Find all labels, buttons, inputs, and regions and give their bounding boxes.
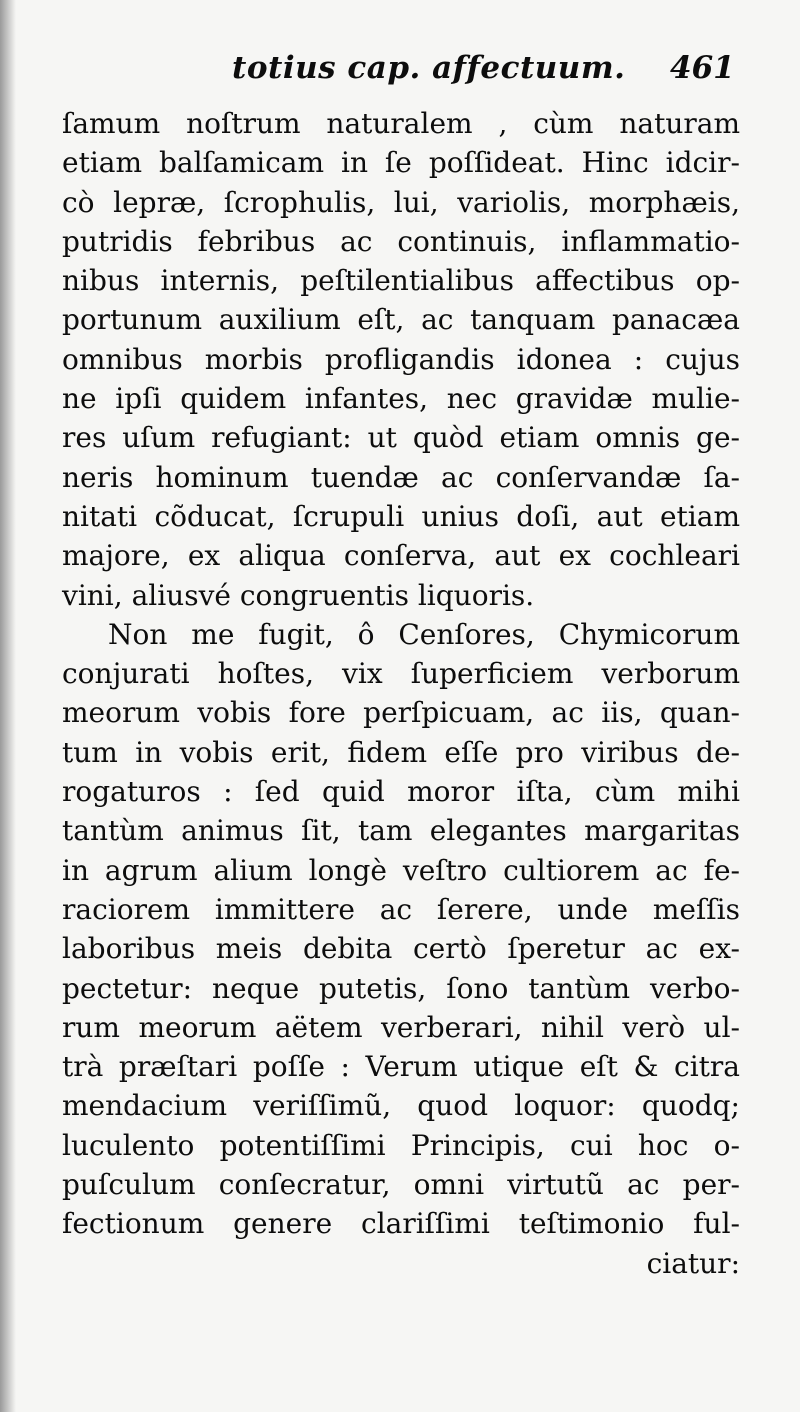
text-line: nibus internis, peſtilentialibus affectibus op- — [62, 264, 740, 298]
catchword: ciatur: — [646, 1246, 740, 1280]
text-line: laboribus meis debita certò ſperetur ac ex- — [62, 932, 740, 966]
text-line: mendacium veriſſimũ, quod loquor: quodq; — [62, 1089, 740, 1123]
text-line: pectetur: neque putetis, ſono tantùm verbo- — [62, 971, 740, 1005]
text-line: conjurati hoſtes, vix ſuperficiem verborum — [62, 657, 740, 691]
text-line: neris hominum tuendæ ac conſervandæ ſa- — [62, 460, 740, 494]
page-number: 461 — [670, 50, 735, 86]
text-line: ne ipſi quidem infantes, nec gravidæ mulie- — [62, 382, 740, 416]
body-text — [62, 104, 740, 1283]
text-line: portunum auxilium eſt, ac tanquam panacæa — [62, 303, 740, 337]
text-line: trà præſtari poſſe : Verum utique eſt & citra — [62, 1050, 740, 1084]
text-line: cò lepræ, ſcrophulis, lui, variolis, morphæis, — [62, 185, 740, 219]
text-line: nitati cõducat, ſcrupuli unius doſi, aut etiam — [62, 499, 740, 533]
text-line: res uſum refugiant: ut quòd etiam omnis ge- — [62, 421, 740, 455]
text-line: etiam balſamicam in ſe poſſideat. Hinc idcir- — [62, 146, 740, 180]
text-line: ſamum noſtrum naturalem , cùm naturam — [62, 107, 740, 140]
text-line: in agrum alium longè veſtro cultiorem ac fe- — [62, 853, 740, 887]
text-line: tantùm animus ſit, tam elegantes margaritas — [62, 814, 740, 848]
text-line: tum in vobis erit, fidem eſſe pro viribus de- — [62, 735, 740, 769]
text-line: rum meorum aëtem verberari, nihil verò ul- — [62, 1010, 740, 1044]
text-line: rogaturos : ſed quid moror iſta, cùm mihi — [62, 775, 740, 809]
text-line: puſculum conſecratur, omni virtutũ ac per- — [62, 1168, 740, 1202]
running-title: totius cap. affectuum. — [232, 50, 626, 86]
text-line: putridis febribus ac continuis, inflammatio- — [62, 224, 740, 258]
gutter-shadow — [0, 0, 16, 1412]
text-line: luculento potentiſſimi Principis, cui hoc o- — [62, 1128, 740, 1162]
paragraph-start-line: Non me fugit, ô Cenſores, Chymicorum — [108, 617, 740, 651]
text-line: vini, aliusvé congruentis liquoris. — [62, 578, 535, 612]
text-line: majore, ex aliqua conſerva, aut ex cochleari — [62, 539, 740, 573]
text-line: meorum vobis fore perſpicuam, ac iis, quan- — [62, 696, 740, 730]
text-line: raciorem immittere ac ſerere, unde meſſis — [62, 892, 740, 926]
text-line: omnibus morbis profligandis idonea : cujus — [62, 342, 740, 376]
text-line: fectionum genere clariſſimi teſtimonio ful- — [62, 1207, 740, 1241]
